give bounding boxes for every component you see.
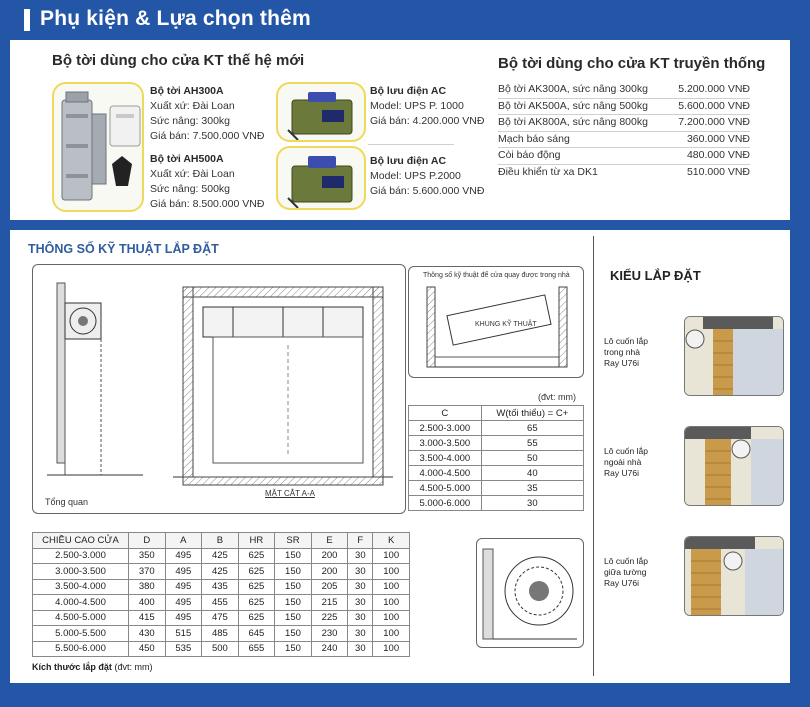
table-row <box>409 421 584 436</box>
ups-1000-name: Bộ lưu điện AC <box>370 85 447 97</box>
table-cell: 435 <box>202 579 239 595</box>
w-table <box>408 405 584 511</box>
install-label-line: ngoài nhà <box>604 457 642 467</box>
outdoor-install-illustration <box>685 427 784 506</box>
table-cell: 225 <box>311 610 348 626</box>
table-cell: 425 <box>202 564 239 580</box>
table-row <box>33 595 410 611</box>
table-cell: 625 <box>238 610 275 626</box>
table-cell: 30 <box>348 626 373 642</box>
table-cell: 5.000-6.000 <box>409 496 482 511</box>
price-value: 480.000 VNĐ <box>686 149 750 161</box>
table-row <box>409 466 584 481</box>
motor-ah500a-price: Giá bán: 8.500.000 VNĐ <box>150 198 265 210</box>
w-table-unit: (đvt: mm) <box>538 392 576 402</box>
price-item: Bộ tời AK800A, sức nâng 800kg <box>498 116 648 128</box>
table-cell: 150 <box>275 548 312 564</box>
table-cell: 430 <box>129 626 166 642</box>
table-cell: 30 <box>481 496 583 511</box>
ups-2000-price: Giá bán: 5.600.000 VNĐ <box>370 185 485 197</box>
install-type-midwall <box>604 536 784 616</box>
rotation-caption: Thông số kỹ thuật để cửa quay được trong nhà <box>423 272 570 279</box>
top-banner <box>0 0 810 40</box>
table-cell: 30 <box>348 548 373 564</box>
new-gen-heading: Bộ tời dùng cho cửa KT thế hệ mới <box>52 52 305 69</box>
table-cell: 30 <box>348 579 373 595</box>
price-row <box>498 132 750 149</box>
price-item: Điều khiển từ xa DK1 <box>498 165 598 178</box>
motor-ah300a-capacity: Sức nâng: 300kg <box>150 115 231 127</box>
banner-accent-bar <box>24 9 30 31</box>
motor-ah300a-price: Giá bán: 7.500.000 VNĐ <box>150 130 265 142</box>
motor-ah500a-origin: Xuất xứ: Đài Loan <box>150 168 235 180</box>
table-cell: 2.500-3.000 <box>33 548 129 564</box>
price-row <box>498 115 750 132</box>
table-cell: 380 <box>129 579 166 595</box>
install-label-line: Lô cuốn lắp <box>604 446 648 456</box>
table-row <box>409 481 584 496</box>
install-label <box>604 336 648 369</box>
page-title: Phụ kiện & Lựa chọn thêm <box>40 7 311 30</box>
detail-drawing <box>476 538 584 648</box>
w-table-header-c: C <box>409 406 482 421</box>
install-label <box>604 556 648 589</box>
price-value: 510.000 VNĐ <box>686 165 750 178</box>
table-cell: 4.500-5.000 <box>409 481 482 496</box>
table-cell: 205 <box>311 579 348 595</box>
accessories-panel <box>10 40 790 220</box>
table-cell: 5.000-5.500 <box>33 626 129 642</box>
table-cell: 200 <box>311 548 348 564</box>
table-cell: 485 <box>202 626 239 642</box>
table-cell: 3.500-4.000 <box>33 579 129 595</box>
section-label: MẶT CẮT A-A <box>265 489 315 498</box>
table-row <box>33 564 410 580</box>
install-label-line: Ray U76i <box>604 578 639 588</box>
table-cell: 100 <box>373 626 410 642</box>
install-dimensions-table <box>32 532 410 657</box>
overview-label: Tổng quan <box>45 497 89 507</box>
price-value: 7.200.000 VNĐ <box>678 116 750 128</box>
header-cell: K <box>373 533 410 549</box>
table-cell: 625 <box>238 548 275 564</box>
price-item: Bộ tời AK300A, sức nâng 300kg <box>498 83 648 95</box>
indoor-install-illustration <box>685 317 784 396</box>
table-row <box>33 548 410 564</box>
table-cell: 100 <box>373 579 410 595</box>
ups-2000-image <box>276 146 366 210</box>
table-cell: 50 <box>481 451 583 466</box>
motor-ah500a-name: Bộ tời AH500A <box>150 153 224 165</box>
table-cell: 495 <box>165 610 202 626</box>
table-cell: 215 <box>311 595 348 611</box>
table-cell: 100 <box>373 610 410 626</box>
table-cell: 35 <box>481 481 583 496</box>
table-cell: 535 <box>165 641 202 657</box>
table-cell: 625 <box>238 564 275 580</box>
table-cell: 415 <box>129 610 166 626</box>
price-item: Bộ tời AK500A, sức nâng 500kg <box>498 99 648 112</box>
table-row <box>33 610 410 626</box>
install-image-indoor <box>684 316 784 396</box>
table-row <box>33 579 410 595</box>
table-cell: 200 <box>311 564 348 580</box>
detail-illustration <box>477 539 583 647</box>
header-cell: F <box>348 533 373 549</box>
header-cell: B <box>202 533 239 549</box>
price-value: 360.000 VNĐ <box>686 132 750 145</box>
table-cell: 495 <box>165 579 202 595</box>
table-row <box>409 436 584 451</box>
table-cell: 3.000-3.500 <box>33 564 129 580</box>
ups-1000-model: Model: UPS P. 1000 <box>370 100 464 112</box>
w-table-header-w: W(tối thiểu) = C+ <box>481 406 583 421</box>
motor-illustration <box>54 84 144 212</box>
ups-2000-model: Model: UPS P.2000 <box>370 170 461 182</box>
table-cell: 30 <box>348 595 373 611</box>
table-cell: 4.500-5.000 <box>33 610 129 626</box>
dims-table-body <box>33 548 410 657</box>
install-title: KIỂU LẮP ĐẶT <box>610 268 701 283</box>
table-cell: 100 <box>373 564 410 580</box>
table-cell: 2.500-3.000 <box>409 421 482 436</box>
price-value: 5.200.000 VNĐ <box>678 83 750 95</box>
dims-table-header <box>33 533 410 549</box>
table-cell: 150 <box>275 610 312 626</box>
header-cell: HR <box>238 533 275 549</box>
panel-divider <box>593 236 594 676</box>
overview-drawing <box>32 264 406 514</box>
table-cell: 495 <box>165 595 202 611</box>
install-label-line: giữa tường <box>604 567 647 577</box>
ups-1000-price: Giá bán: 4.200.000 VNĐ <box>370 115 485 127</box>
midwall-install-illustration <box>685 537 784 616</box>
install-type-outdoor <box>604 426 784 506</box>
dims-caption <box>32 662 152 672</box>
table-cell: 500 <box>202 641 239 657</box>
rotation-drawing <box>408 266 584 378</box>
motor-ah300a-name: Bộ tời AH300A <box>150 85 224 97</box>
table-cell: 150 <box>275 626 312 642</box>
table-row <box>409 451 584 466</box>
motor-ah500a-capacity: Sức nâng: 500kg <box>150 183 231 195</box>
ups-2000-info <box>370 154 484 199</box>
table-cell: 3.500-4.000 <box>409 451 482 466</box>
motor-image <box>52 82 144 212</box>
ups-divider <box>368 144 454 145</box>
price-item: Mạch báo sáng <box>498 132 570 145</box>
table-cell: 4.000-4.500 <box>33 595 129 611</box>
table-cell: 65 <box>481 421 583 436</box>
install-label-line: Lô cuốn lắp <box>604 336 648 346</box>
install-image-outdoor <box>684 426 784 506</box>
price-row <box>498 82 750 99</box>
table-cell: 3.000-3.500 <box>409 436 482 451</box>
table-cell: 150 <box>275 641 312 657</box>
header-cell: D <box>129 533 166 549</box>
header-cell: E <box>311 533 348 549</box>
table-cell: 425 <box>202 548 239 564</box>
price-item: Còi báo động <box>498 149 561 161</box>
table-row <box>33 626 410 642</box>
ups-2000-illustration <box>278 148 366 210</box>
table-cell: 5.500-6.000 <box>33 641 129 657</box>
price-row <box>498 148 750 165</box>
traditional-price-list <box>498 82 750 180</box>
motor-ah500a-info <box>150 152 264 212</box>
install-type-indoor <box>604 316 784 396</box>
w-table-header <box>409 406 584 421</box>
table-cell: 150 <box>275 564 312 580</box>
table-cell: 30 <box>348 641 373 657</box>
table-cell: 240 <box>311 641 348 657</box>
motor-ah300a-info <box>150 84 264 144</box>
motor-ah300a-origin: Xuất xứ: Đài Loan <box>150 100 235 112</box>
install-image-midwall <box>684 536 784 616</box>
table-cell: 40 <box>481 466 583 481</box>
table-cell: 455 <box>202 595 239 611</box>
table-cell: 645 <box>238 626 275 642</box>
price-row <box>498 165 750 181</box>
price-value: 5.600.000 VNĐ <box>678 99 750 112</box>
table-cell: 55 <box>481 436 583 451</box>
table-cell: 30 <box>348 610 373 626</box>
table-cell: 100 <box>373 595 410 611</box>
frame-label: KHUNG KỸ THUẬT <box>475 321 537 328</box>
install-label-line: Lô cuốn lắp <box>604 556 648 566</box>
header-cell: CHIỀU CAO CỬA <box>33 533 129 549</box>
install-label-line: Ray U76i <box>604 468 639 478</box>
table-cell: 30 <box>348 564 373 580</box>
price-row <box>498 99 750 116</box>
table-cell: 515 <box>165 626 202 642</box>
table-cell: 625 <box>238 579 275 595</box>
table-cell: 450 <box>129 641 166 657</box>
table-cell: 475 <box>202 610 239 626</box>
specs-panel <box>10 230 790 683</box>
ups-1000-image <box>276 82 366 142</box>
table-cell: 495 <box>165 548 202 564</box>
table-cell: 495 <box>165 564 202 580</box>
table-cell: 400 <box>129 595 166 611</box>
table-cell: 150 <box>275 595 312 611</box>
table-cell: 150 <box>275 579 312 595</box>
ups-1000-info <box>370 84 484 129</box>
table-cell: 655 <box>238 641 275 657</box>
table-cell: 100 <box>373 548 410 564</box>
table-row <box>409 496 584 511</box>
install-label <box>604 446 648 479</box>
dims-caption-unit: (đvt: mm) <box>114 662 153 672</box>
table-cell: 350 <box>129 548 166 564</box>
table-cell: 625 <box>238 595 275 611</box>
dims-caption-title: Kích thước lắp đặt <box>32 662 112 672</box>
table-cell: 370 <box>129 564 166 580</box>
install-label-line: Ray U76i <box>604 358 639 368</box>
table-cell: 4.000-4.500 <box>409 466 482 481</box>
install-label-line: trong nhà <box>604 347 640 357</box>
overview-illustration <box>33 265 405 513</box>
ups-2000-name: Bộ lưu điện AC <box>370 155 447 167</box>
specs-title: THÔNG SỐ KỸ THUẬT LẮP ĐẶT <box>28 242 219 256</box>
table-cell: 230 <box>311 626 348 642</box>
header-cell: A <box>165 533 202 549</box>
table-row <box>33 641 410 657</box>
header-cell: SR <box>275 533 312 549</box>
traditional-heading: Bộ tời dùng cho cửa KT truyền thống <box>498 55 766 72</box>
ups-1000-illustration <box>278 84 366 142</box>
table-cell: 100 <box>373 641 410 657</box>
